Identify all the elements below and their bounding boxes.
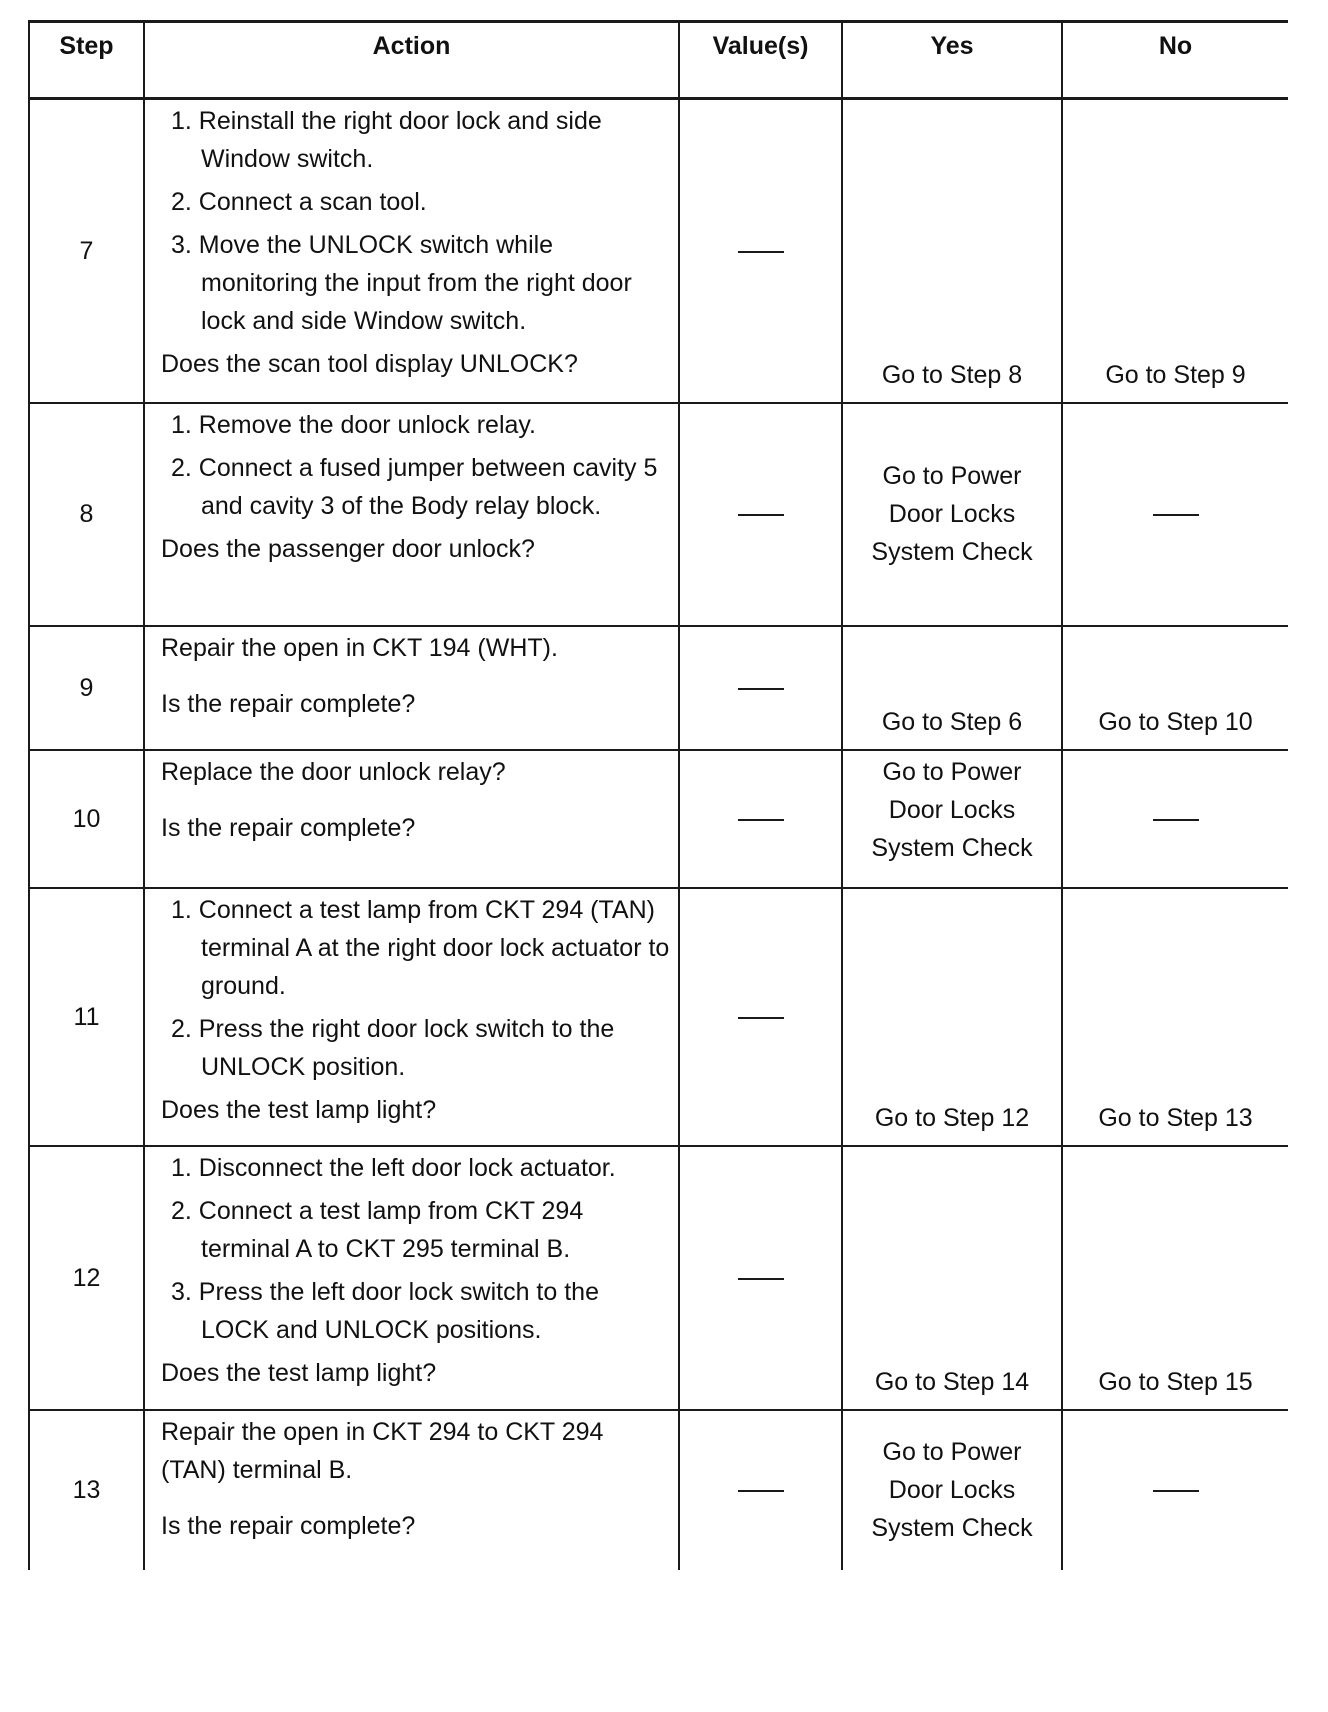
action-question: Does the test lamp light? (161, 1358, 437, 1387)
yes-cell: Go to Power Door Locks System Check (842, 750, 1062, 888)
table-row-step-7 (29, 99, 1288, 403)
no-cell: Go to Step 9 (1062, 99, 1288, 403)
step-number: 13 (29, 1410, 144, 1570)
step-number: 12 (29, 1146, 144, 1410)
dash-placeholder (738, 819, 784, 821)
no-cell: Go to Step 13 (1062, 888, 1288, 1146)
value-cell (679, 1146, 842, 1410)
action-item: 3. Move the UNLOCK switch while monitoring the input from the right door lock and side Window switch. (171, 231, 632, 335)
action-item: 2. Connect a fused jumper between cavity 5 and cavity 3 of the Body relay block. (171, 453, 658, 520)
header-no: No (1062, 22, 1288, 99)
dash-placeholder (1153, 1490, 1199, 1492)
action-item: 1. Reinstall the right door lock and side Window switch. (171, 107, 602, 173)
dash-placeholder (1153, 819, 1199, 821)
action-item: 1. Remove the door unlock relay. (171, 410, 537, 439)
diagnostic-table-page (28, 20, 1288, 1712)
action-question: Is the repair complete? (161, 813, 416, 842)
yes-cell: Go to Step 6 (842, 626, 1062, 750)
dash-placeholder (738, 514, 784, 516)
action-cell (144, 403, 679, 626)
yes-cell: Go to Power Door Locks System Check (842, 1410, 1062, 1570)
dash-placeholder (738, 251, 784, 253)
no-cell (1062, 1410, 1288, 1570)
no-cell (1062, 750, 1288, 888)
header-yes: Yes (842, 22, 1062, 99)
action-question: Does the scan tool display UNLOCK? (161, 350, 578, 378)
value-cell (679, 403, 842, 626)
action-item: 3. Press the left door lock switch to the LOCK and UNLOCK positions. (171, 1277, 599, 1344)
yes-cell: Go to Power Door Locks System Check (842, 403, 1062, 626)
no-cell (1062, 403, 1288, 626)
action-statement: Repair the open in CKT 294 to CKT 294 (TAN) terminal B. (161, 1417, 604, 1484)
action-question: Does the passenger door unlock? (161, 534, 535, 563)
action-question: Does the test lamp light? (161, 1095, 437, 1124)
table-row-step-12 (29, 1146, 1288, 1410)
table-row-step-11 (29, 888, 1288, 1146)
action-statement: Repair the open in CKT 194 (WHT). (161, 633, 558, 662)
step-number: 7 (29, 99, 144, 403)
value-cell (679, 99, 842, 403)
step-number: 11 (29, 888, 144, 1146)
header-action: Action (144, 22, 679, 99)
dash-placeholder (738, 1490, 784, 1492)
action-item: 2. Press the right door lock switch to the UNLOCK position. (171, 1014, 615, 1081)
value-cell (679, 626, 842, 750)
action-cell (144, 888, 679, 1146)
action-item: 2. Connect a scan tool. (171, 188, 427, 216)
no-cell: Go to Step 15 (1062, 1146, 1288, 1410)
dash-placeholder (738, 1278, 784, 1280)
action-item: 1. Disconnect the left door lock actuator. (171, 1153, 616, 1182)
table-row-step-13 (29, 1410, 1288, 1570)
table-row-step-9 (29, 626, 1288, 750)
header-values: Value(s) (679, 22, 842, 99)
header-step: Step (29, 22, 144, 99)
action-question: Is the repair complete? (161, 1511, 416, 1540)
action-cell (144, 626, 679, 750)
dash-placeholder (738, 1017, 784, 1019)
yes-cell: Go to Step 14 (842, 1146, 1062, 1410)
no-cell: Go to Step 10 (1062, 626, 1288, 750)
yes-cell: Go to Step 12 (842, 888, 1062, 1146)
step-number: 9 (29, 626, 144, 750)
action-cell (144, 1146, 679, 1410)
action-item: 2. Connect a test lamp from CKT 294 terminal A to CKT 295 terminal B. (171, 1196, 584, 1263)
action-cell (144, 1410, 679, 1570)
value-cell (679, 750, 842, 888)
table-row-step-8 (29, 403, 1288, 626)
step-number: 8 (29, 403, 144, 626)
value-cell (679, 1410, 842, 1570)
dash-placeholder (1153, 514, 1199, 516)
diagnostic-table (28, 20, 1288, 1570)
header-row (29, 22, 1288, 99)
value-cell (679, 888, 842, 1146)
step-number: 10 (29, 750, 144, 888)
dash-placeholder (738, 688, 784, 690)
action-cell (144, 99, 679, 403)
action-statement: Replace the door unlock relay? (161, 757, 506, 786)
action-item: 1. Connect a test lamp from CKT 294 (TAN) terminal A at the right door lock actuator to ground. (171, 895, 670, 1000)
action-question: Is the repair complete? (161, 689, 416, 718)
action-cell (144, 750, 679, 888)
yes-cell: Go to Step 8 (842, 99, 1062, 403)
table-row-step-10 (29, 750, 1288, 888)
